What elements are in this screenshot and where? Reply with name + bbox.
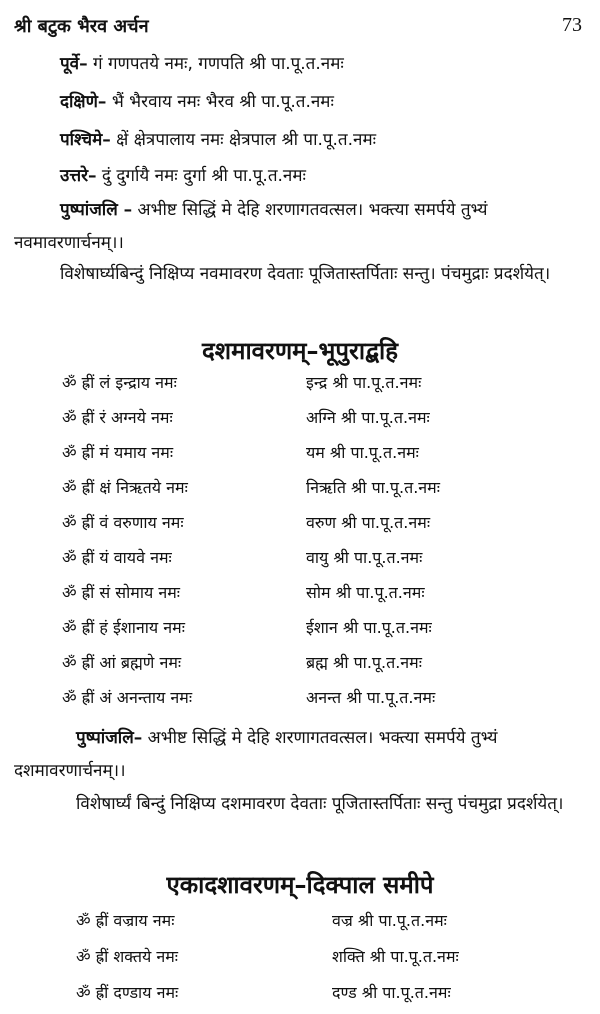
mantra-text: ॐ ह्रीं मं यमाय नमः xyxy=(62,443,174,462)
mantra-row xyxy=(62,578,582,608)
direction-text: क्षें क्षेत्रपालाय नमः क्षेत्रपाल श्री पा.पू.त.नमः xyxy=(110,130,377,150)
direction-text: दुं दुर्गायै नमः दुर्गा श्री पा.पू.त.नमः xyxy=(96,166,306,186)
direction-purve xyxy=(14,48,600,81)
mantra-text: ॐ ह्रीं वज्राय नमः xyxy=(76,911,175,930)
visheshargha-paragraph-2: विशेषार्घ्यं बिन्दुं निक्षिप्य दशमावरण देवताः पूजितास्तर्पिताः सन्तु पंचमुद्रा प्रदर्शयेत्। xyxy=(76,794,564,814)
mantra-row xyxy=(62,683,582,713)
mantra-row xyxy=(62,648,582,678)
mantra-text: ॐ ह्रीं रं अग्नये नमः xyxy=(62,408,173,427)
puja-text: वायु श्री पा.पू.त.नमः xyxy=(306,548,423,567)
mantra-row xyxy=(62,508,582,538)
direction-dakshine xyxy=(14,86,600,119)
section-heading-dashamavaranam: दशमावरणम्–भूपुराद्बहि xyxy=(202,337,398,365)
puja-text: अग्नि श्री पा.पू.त.नमः xyxy=(306,408,430,427)
mantra-row xyxy=(62,438,582,468)
direction-label: दक्षिणे– xyxy=(60,92,107,112)
direction-label: पूर्वे– xyxy=(60,54,88,74)
mantra-text: ॐ ह्रीं दण्डाय नमः xyxy=(76,983,179,1002)
visheshargha-paragraph-1: विशेषार्घ्यबिन्दुं निक्षिप्य नवमावरण देवताः पूजितास्तर्पिताः सन्तु। पंचमुद्राः प्रदर्शयेत्। xyxy=(60,264,551,284)
puja-text: वरुण श्री पा.पू.त.नमः xyxy=(306,513,431,532)
page-header xyxy=(14,10,582,42)
puja-text: वज्र श्री पा.पू.त.नमः xyxy=(332,911,447,930)
pushpanjali-text: अभीष्ट सिद्धिं मे देहि शरणागतवत्सल। भक्त्या समर्पये तुभ्यं दशमावरणार्चनम्।। xyxy=(14,728,498,781)
pushpanjali-paragraph-1 xyxy=(14,194,586,260)
direction-label: पश्चिमे– xyxy=(60,130,111,150)
mantra-text: ॐ ह्रीं लं इन्द्राय नमः xyxy=(62,373,177,392)
puja-text: यम श्री पा.पू.त.नमः xyxy=(306,443,419,462)
direction-label: उत्तरे– xyxy=(60,166,97,186)
puja-text: दण्ड श्री पा.पू.त.नमः xyxy=(332,983,451,1002)
mantra-text: ॐ ह्रीं यं वायवे नमः xyxy=(62,548,172,567)
direction-pashchime xyxy=(14,124,600,157)
mantra-row xyxy=(62,473,582,503)
puja-text: इन्द्र श्री पा.पू.त.नमः xyxy=(306,373,422,392)
direction-text: गं गणपतये नमः, गणपति श्री पा.पू.त.नमः xyxy=(87,54,344,74)
puja-text: निऋति श्री पा.पू.त.नमः xyxy=(306,478,440,497)
mantra-row xyxy=(62,403,582,433)
mantra-text: ॐ ह्रीं हं ईशानाय नमः xyxy=(62,618,185,637)
puja-text: सोम श्री पा.पू.त.नमः xyxy=(306,583,425,602)
pushpanjali-label: पुष्पांजलि – xyxy=(60,200,133,220)
mantra-text: ॐ ह्रीं क्षं निऋतये नमः xyxy=(62,478,188,497)
mantra-text: ॐ ह्रीं वं वरुणाय नमः xyxy=(62,513,184,532)
puja-text: ईशान श्री पा.पू.त.नमः xyxy=(306,618,432,637)
direction-uttare xyxy=(14,160,600,193)
mantra-row xyxy=(62,543,582,573)
mantra-row xyxy=(62,368,582,398)
mantra-row xyxy=(62,613,582,643)
pushpanjali-text: अभीष्ट सिद्धिं मे देहि शरणागतवत्सल। भक्त्या समर्पये तुभ्यं नवमावरणार्चनम्।। xyxy=(14,200,488,253)
pushpanjali-label: पुष्पांजलि– xyxy=(76,728,143,748)
mantra-row xyxy=(76,906,586,936)
mantra-text: ॐ ह्रीं शक्तये नमः xyxy=(76,947,179,966)
pushpanjali-paragraph-2 xyxy=(14,722,586,788)
section-heading-ekadashavaranam: एकादशावरणम्–दिक्पाल समीपे xyxy=(166,871,434,899)
puja-text: अनन्त श्री पा.पू.त.नमः xyxy=(306,688,436,707)
puja-text: शक्ति श्री पा.पू.त.नमः xyxy=(332,947,459,966)
running-title: श्री बटुक भैरव अर्चन xyxy=(14,16,149,37)
mantra-text: ॐ ह्रीं आं ब्रह्मणे नमः xyxy=(62,653,182,672)
page-number: 73 xyxy=(562,14,582,36)
mantra-text: ॐ ह्रीं सं सोमाय नमः xyxy=(62,583,181,602)
mantra-text: ॐ ह्रीं अं अनन्ताय नमः xyxy=(62,688,193,707)
direction-text: भैं भैरवाय नमः भैरव श्री पा.पू.त.नमः xyxy=(106,92,334,112)
puja-text: ब्रह्म श्री पा.पू.त.नमः xyxy=(306,653,422,672)
mantra-row xyxy=(76,978,586,1008)
mantra-row xyxy=(76,942,586,972)
